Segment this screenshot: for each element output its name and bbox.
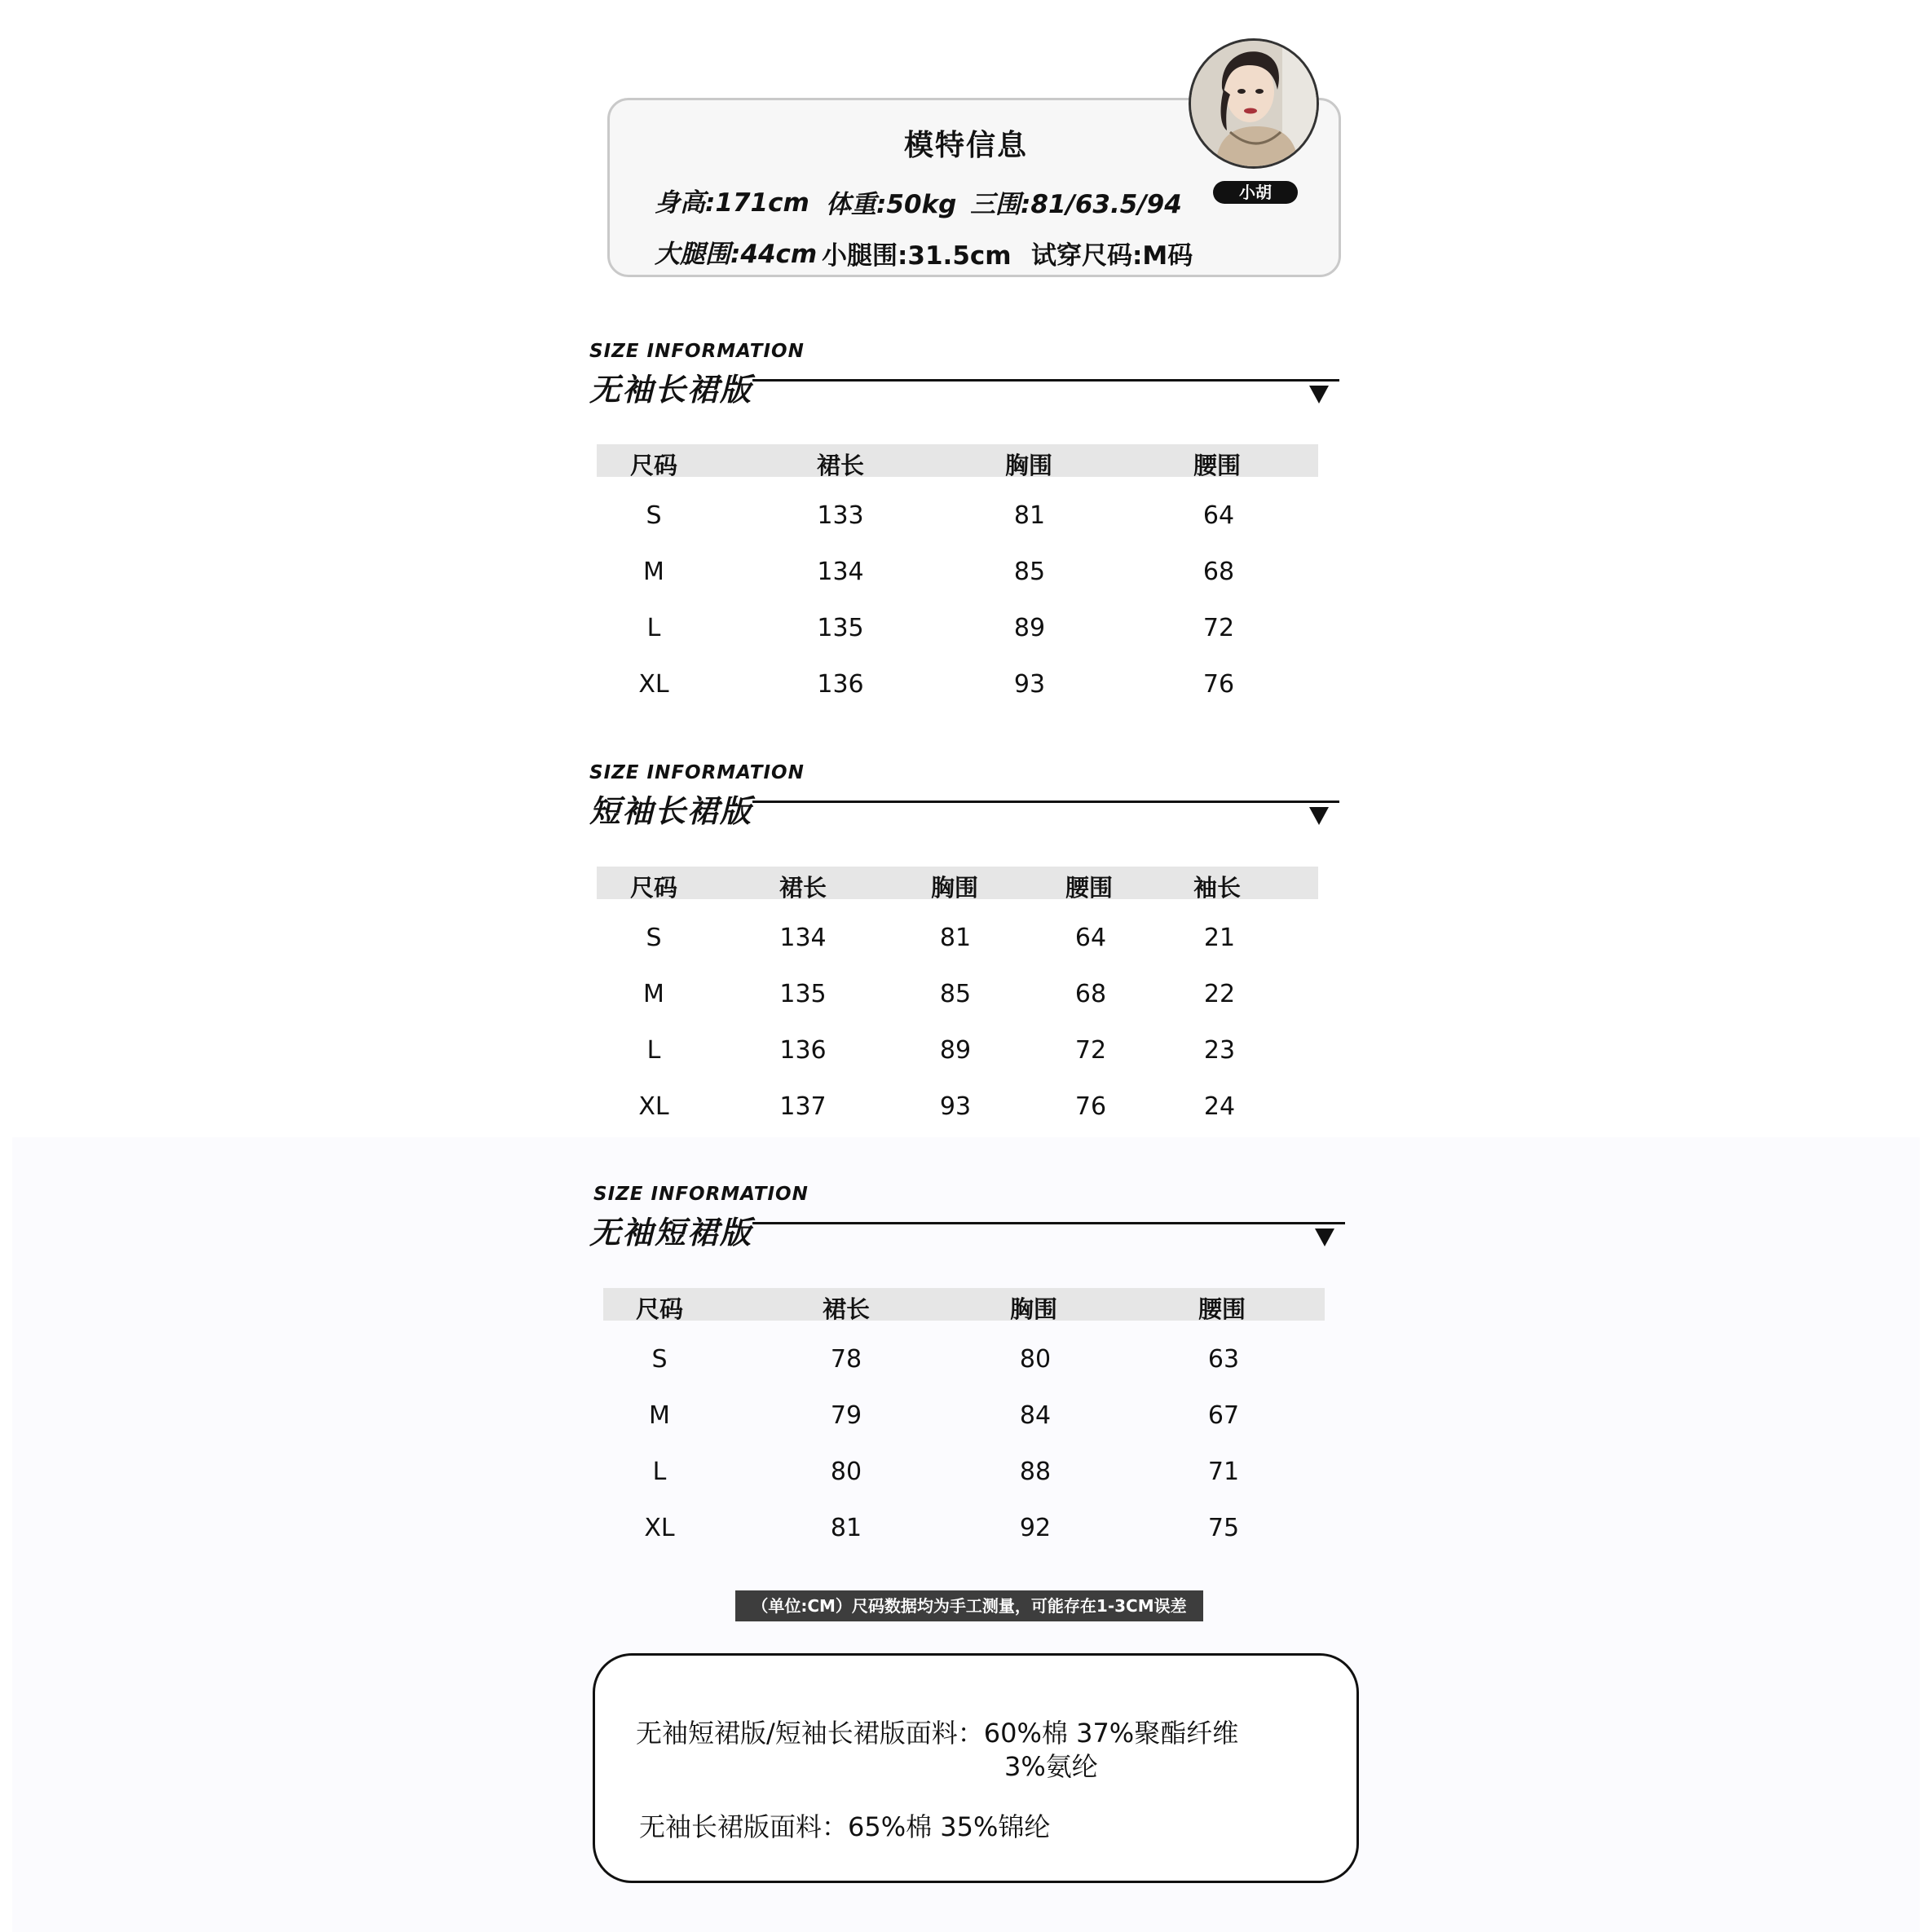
table2-cell: 81: [939, 924, 972, 952]
section3-en-title: SIZE INFORMATION: [593, 1184, 809, 1205]
model-height: 身高:171cm: [655, 188, 809, 218]
section1-arrow-icon: [1309, 386, 1329, 404]
table1-cell: 136: [817, 670, 864, 699]
table2-cell: 21: [1203, 924, 1236, 952]
table2-cell: 64: [1074, 924, 1107, 952]
table3-cell: 84: [1019, 1401, 1052, 1430]
table1-header-cell: 尺码: [629, 452, 678, 479]
table1-header-cell: 胸围: [1004, 452, 1053, 479]
table3-cell: 92: [1019, 1514, 1052, 1542]
table1-cell: 72: [1202, 614, 1235, 642]
table1-cell: 93: [1013, 670, 1046, 699]
table3-cell: 80: [830, 1458, 862, 1486]
table3-header-cell: 胸围: [1009, 1295, 1058, 1323]
table1-cell: M: [643, 558, 664, 586]
section1-en-title: SIZE INFORMATION: [589, 341, 805, 362]
table2-cell: 72: [1074, 1036, 1107, 1065]
table3-cell: 67: [1207, 1401, 1240, 1430]
table1-cell: L: [646, 614, 661, 642]
table2-cell: 137: [779, 1092, 827, 1121]
table1-cell: 89: [1013, 614, 1046, 642]
table2-header-cell: 胸围: [930, 874, 979, 902]
table2-cell: 136: [779, 1036, 827, 1065]
section3-cn-title: 无袖短裙版: [589, 1215, 753, 1251]
table1-cell: 133: [817, 501, 864, 530]
table3-header-cell: 裙长: [822, 1295, 871, 1323]
table3-cell: S: [651, 1345, 668, 1374]
table3-header-cell: 腰围: [1198, 1295, 1246, 1323]
table2-cell: 134: [779, 924, 827, 952]
table2-cell: XL: [638, 1092, 669, 1121]
table2-header-cell: 尺码: [629, 874, 678, 902]
section2-divider: [752, 801, 1339, 803]
model-avatar: [1189, 38, 1319, 169]
section2-arrow-icon: [1309, 807, 1329, 825]
table2-cell: 85: [939, 980, 972, 1008]
table1-cell: 85: [1013, 558, 1046, 586]
table2-header-cell: 裙长: [779, 874, 827, 902]
table2-cell: 68: [1074, 980, 1107, 1008]
table3-cell: 78: [830, 1345, 862, 1374]
table3-cell: 63: [1207, 1345, 1240, 1374]
table1-header-cell: 裙长: [816, 452, 865, 479]
table1-cell: 134: [817, 558, 864, 586]
fabric-line-1-continued: 3%氨纶: [1004, 1751, 1098, 1782]
fabric-line-2: 无袖长裙版面料：65%棉 35%锦纶: [639, 1811, 1051, 1842]
table1-cell: S: [646, 501, 662, 530]
table2-header-cell: 袖长: [1193, 874, 1242, 902]
table3-cell: 81: [830, 1514, 862, 1542]
table2-cell: 93: [939, 1092, 972, 1121]
fabric-info-box: [593, 1653, 1359, 1883]
table1-cell: 68: [1202, 558, 1235, 586]
table1-cell: XL: [638, 670, 669, 699]
model-info-title: 模特信息: [903, 129, 1028, 162]
model-name-badge: 小胡: [1213, 181, 1298, 204]
table3-cell: 75: [1207, 1514, 1240, 1542]
table3-cell: M: [649, 1401, 670, 1430]
model-portrait-image: [1191, 41, 1319, 169]
section1-cn-title: 无袖长裙版: [589, 372, 753, 408]
table2-cell: S: [646, 924, 662, 952]
model-calf: 小腿围:31.5cm: [822, 241, 1012, 271]
section1-divider: [752, 379, 1339, 382]
section3-divider: [752, 1222, 1345, 1224]
table2-cell: 135: [779, 980, 827, 1008]
table2-cell: 23: [1203, 1036, 1236, 1065]
model-measurements: 三围:81/63.5/94: [970, 190, 1182, 219]
table2-cell: 24: [1203, 1092, 1236, 1121]
section2-cn-title: 短袖长裙版: [589, 793, 753, 829]
table1-header-cell: 腰围: [1193, 452, 1242, 479]
table2-cell: 22: [1203, 980, 1236, 1008]
model-weight: 体重:50kg: [826, 190, 957, 219]
table3-cell: 80: [1019, 1345, 1052, 1374]
section3-arrow-icon: [1315, 1228, 1334, 1246]
table3-header-cell: 尺码: [635, 1295, 684, 1323]
table2-cell: 76: [1074, 1092, 1107, 1121]
table3-cell: L: [652, 1458, 667, 1486]
model-tried-size: 试穿尺码:M码: [1031, 241, 1193, 271]
section2-en-title: SIZE INFORMATION: [589, 762, 805, 783]
table1-cell: 76: [1202, 670, 1235, 699]
table2-cell: M: [643, 980, 664, 1008]
table1-cell: 64: [1202, 501, 1235, 530]
table2-header-cell: 腰围: [1065, 874, 1114, 902]
table3-cell: 88: [1019, 1458, 1052, 1486]
model-thigh: 大腿围:44cm: [655, 240, 818, 269]
table1-cell: 135: [817, 614, 864, 642]
table3-cell: 71: [1207, 1458, 1240, 1486]
table3-cell: XL: [644, 1514, 675, 1542]
table2-cell: 89: [939, 1036, 972, 1065]
table1-cell: 81: [1013, 501, 1046, 530]
table3-cell: 79: [830, 1401, 862, 1430]
measurement-note: （单位:CM）尺码数据均为手工测量，可能存在1-3CM误差: [735, 1590, 1203, 1621]
table2-cell: L: [646, 1036, 661, 1065]
fabric-line-1: 无袖短裙版/短袖长裙版面料：60%棉 37%聚酯纤维: [636, 1718, 1239, 1749]
